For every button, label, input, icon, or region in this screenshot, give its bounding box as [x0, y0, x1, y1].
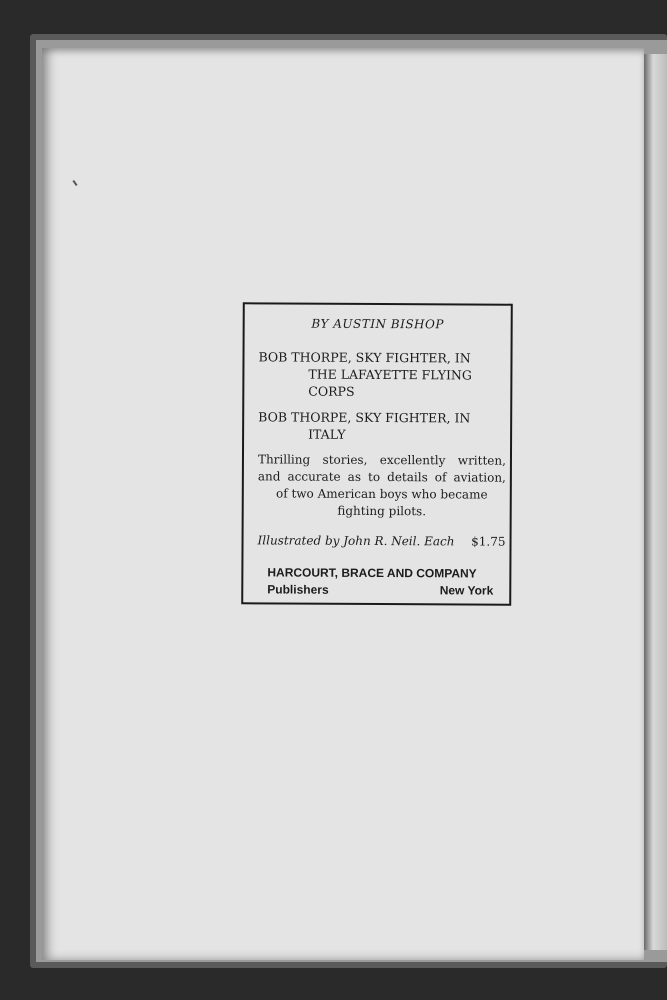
- ad-author: BY AUSTIN BISHOP: [311, 316, 444, 332]
- book-1-line-2: THE LAFAYETTE FLYING: [308, 366, 472, 383]
- price: $1.75: [471, 534, 506, 549]
- publisher-city: New York: [439, 583, 494, 598]
- ad-publisher: [267, 564, 493, 599]
- book-2-line-1: BOB THORPE, SKY FIGHTER, IN: [258, 409, 471, 426]
- book-1-line-1: BOB THORPE, SKY FIGHTER, IN: [258, 349, 471, 366]
- illustrator-text: Illustrated by John R. Neil. Each: [257, 533, 455, 549]
- blurb-line-1: Thrilling stories, excellently written,: [257, 452, 507, 468]
- ad-book-title-1: [258, 348, 506, 400]
- blurb-line-4: fighting pilots.: [337, 503, 427, 519]
- book-2-line-2: ITALY: [308, 426, 346, 442]
- page-fore-edge: [644, 54, 667, 950]
- ad-blurb: [258, 451, 506, 520]
- blurb-line-3: of two American boys who became: [275, 486, 488, 502]
- paper-speck: [72, 180, 77, 186]
- book-advertisement: [241, 302, 513, 605]
- book-1-line-3: CORPS: [308, 383, 355, 399]
- publisher-role: Publishers: [267, 582, 329, 597]
- publisher-name: HARCOURT, BRACE AND COMPANY: [267, 565, 477, 581]
- ad-book-title-2: [258, 408, 506, 443]
- blurb-line-2: and accurate as to details of aviation,: [257, 469, 506, 485]
- ad-illustrator-line: [258, 533, 506, 548]
